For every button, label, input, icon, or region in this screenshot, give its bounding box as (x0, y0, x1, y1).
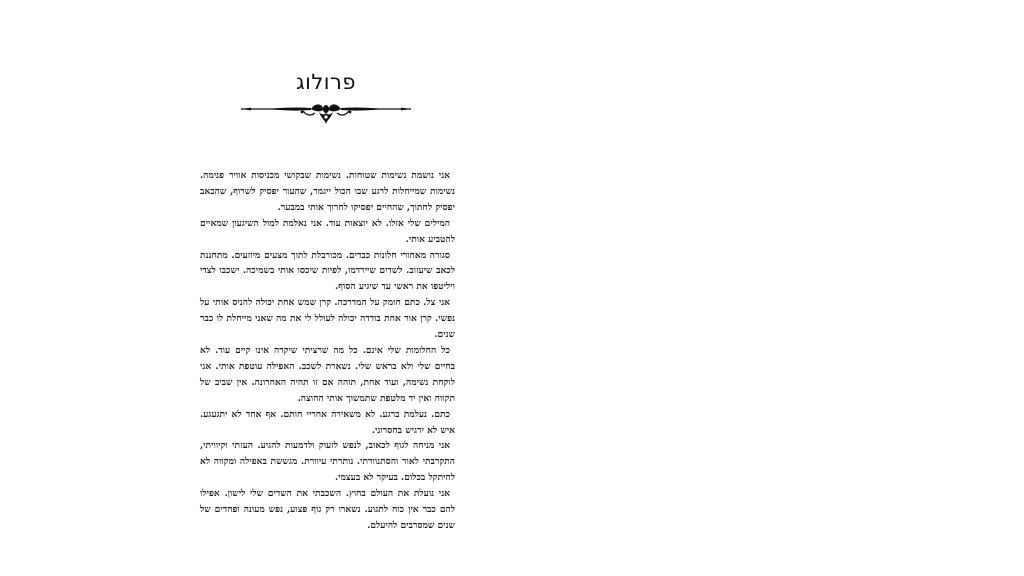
paragraph: כתם. נעלמת ברגע. לא משאירה אחריי חותם. אף אחד לא יתגעגע. איש לא ירגיש בחסרוני. (200, 408, 455, 436)
prologue-text (200, 168, 455, 534)
paragraph: אני צל. כתם חומק על המדרכה. קרן שמש אחת יכולה להניס אותי על נפשי. קרן אור אחת בודדה יכולה לעולל לי את מה שאני מייחלת לו כבר שנים. (200, 297, 455, 341)
paragraph: אני נועלת את העולם בחוץ. השכבתי את השדים שלי לישון. אפילו להם כבר אין כוח לתגוע. נשארו רק גוף פצוע, נפש מעונה ופחדים של שנים שמסרבים להיעלם. (200, 488, 455, 531)
paragraph: המילים שלי אזלו. לא יוצאות עוד. אני נאלמת למול השיגעון שמאיים להטביע אותי. (200, 217, 455, 245)
chapter-title: פרולוג (295, 70, 356, 94)
paragraph: כל החלומות שלי אינם. כל מה שרציתי שיקרה אינו קיים עוד. לא בחיים שלי ולא בראש שלי. נשארת לשכב. האפילה עוטפת אותי. אני לוקחת נשימה, ועוד אחת, תוהה אם זו תהיה האחרונה. אין שביב של תקווה ואין יד מלטפת שתמשוך אותי החוצה. (200, 344, 455, 404)
paragraph: אני מניחה לגוף לכאוב, לנפש לזעוק ולדמעות להגיע. העזתי וקיוויתי, התקרבתי לאור והסתנוורתי. נותרתי עיוורת. מגששת באפילה ומקווה לא להיתקל בכלום. בעיקר לא בעצמי. (200, 440, 455, 484)
paragraph: סגורה מאחורי חלונות כבדים. מכורבלת לתוך מצעים מיוזעים. מתחננת לכאב שיעזוב. לשדים שיירדמו, לפיות שיכסו אותי בשמיכה. ישכבו לצדי ויליטפו את ראשי עד שיגיע הסוף. (200, 249, 455, 293)
flourish-divider-icon (237, 100, 415, 126)
paragraph: אני נושמת נשימות שטוחות. נשימות שבקושי מכניסות אוויר פנימה. נשימות שמייחלות לרגע שבו הכול ייגמר, שהעור יפסיק לשרוף, שהכאב יפסיק לחתוך, שהחיים יפסיקו לחרוך אותי במבער. (200, 170, 455, 213)
